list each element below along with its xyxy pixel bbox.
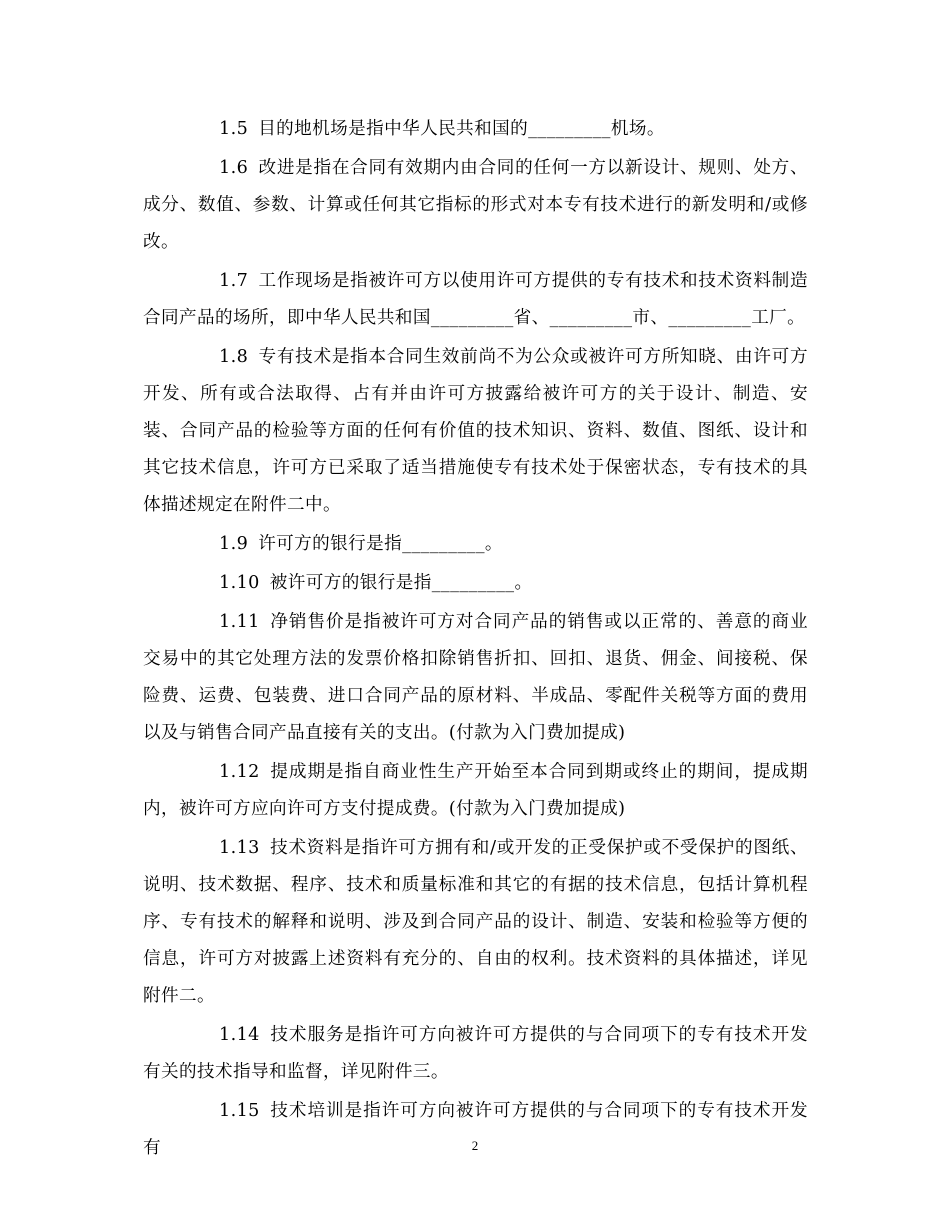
clause-text: 提成期是指自商业性生产开始至本合同到期或终止的期间，提成期内，被许可方应向许可方支付提成费。(付款为入门费加提成) <box>143 762 808 819</box>
clause-text: 被许可方的银行是指_________。 <box>269 573 533 593</box>
clause-1-7 <box>143 263 808 337</box>
page-number: 2 <box>471 1138 479 1153</box>
clause-number: 1.9 <box>219 534 249 554</box>
clause-1-9 <box>143 526 808 563</box>
clause-1-15 <box>143 1093 808 1167</box>
clause-text: 改进是指在合同有效期内由合同的任何一方以新设计、规则、处方、成分、数值、参数、计算或任何其它指标的形式对本专有技术进行的新发明和/或修改。 <box>143 158 808 252</box>
clause-1-5 <box>143 111 808 148</box>
document-body <box>143 111 808 1169</box>
clause-text: 技术资料是指许可方拥有和/或开发的正受保护或不受保护的图纸、说明、技术数据、程序、技术和质量标准和其它的有据的技术信息，包括计算机程序、专有技术的解释和说明、涉及到合同产品的设计、制造、安装和检验等方便的信息，许可方对披露上述资料有充分的、自由的权利。技术资料的具体描述，详见附件二。 <box>143 838 808 1006</box>
clause-1-13 <box>143 830 808 1015</box>
clause-text: 专有技术是指本合同生效前尚不为公众或被许可方所知晓、由许可方开发、所有或合法取得、占有并由许可方披露给被许可方的关于设计、制造、安装、合同产品的检验等方面的任何有价值的技术知识、资料、数值、图纸、设计和其它技术信息，许可方已采取了适当措施使专有技术处于保密状态，专有技术的具体描述规定在附件二中。 <box>143 347 808 515</box>
clause-number: 1.13 <box>219 838 260 858</box>
clause-number: 1.11 <box>219 612 260 632</box>
clause-number: 1.5 <box>219 119 249 139</box>
clause-number: 1.14 <box>219 1025 260 1045</box>
clause-1-12 <box>143 754 808 828</box>
clause-number: 1.12 <box>219 762 260 782</box>
clause-text: 技术培训是指许可方向被许可方提供的与合同项下的专有技术开发有 <box>143 1101 808 1158</box>
clause-number: 1.7 <box>219 271 249 291</box>
clause-1-6 <box>143 150 808 261</box>
clause-text: 技术服务是指许可方向被许可方提供的与合同项下的专有技术开发有关的技术指导和监督，详见附件三。 <box>143 1025 808 1082</box>
clause-number: 1.10 <box>219 573 260 593</box>
clause-text: 许可方的银行是指_________。 <box>258 534 503 554</box>
clause-number: 1.15 <box>219 1101 260 1121</box>
clause-1-8 <box>143 339 808 524</box>
clause-text: 目的地机场是指中华人民共和国的_________机场。 <box>258 119 665 139</box>
clause-1-10 <box>143 565 808 602</box>
clause-1-14 <box>143 1017 808 1091</box>
clause-text: 工作现场是指被许可方以使用许可方提供的专有技术和技术资料制造合同产品的场所，即中华人民共和国_________省、_________市、_________工厂。 <box>143 271 808 328</box>
clause-1-11 <box>143 604 808 752</box>
clause-text: 净销售价是指被许可方对合同产品的销售或以正常的、善意的商业交易中的其它处理方法的发票价格扣除销售折扣、回扣、退货、佣金、间接税、保险费、运费、包装费、进口合同产品的原材料、半成品、零配件关税等方面的费用以及与销售合同产品直接有关的支出。(付款为入门费加提成) <box>143 612 808 743</box>
clause-number: 1.6 <box>219 158 249 178</box>
clause-number: 1.8 <box>219 347 249 367</box>
